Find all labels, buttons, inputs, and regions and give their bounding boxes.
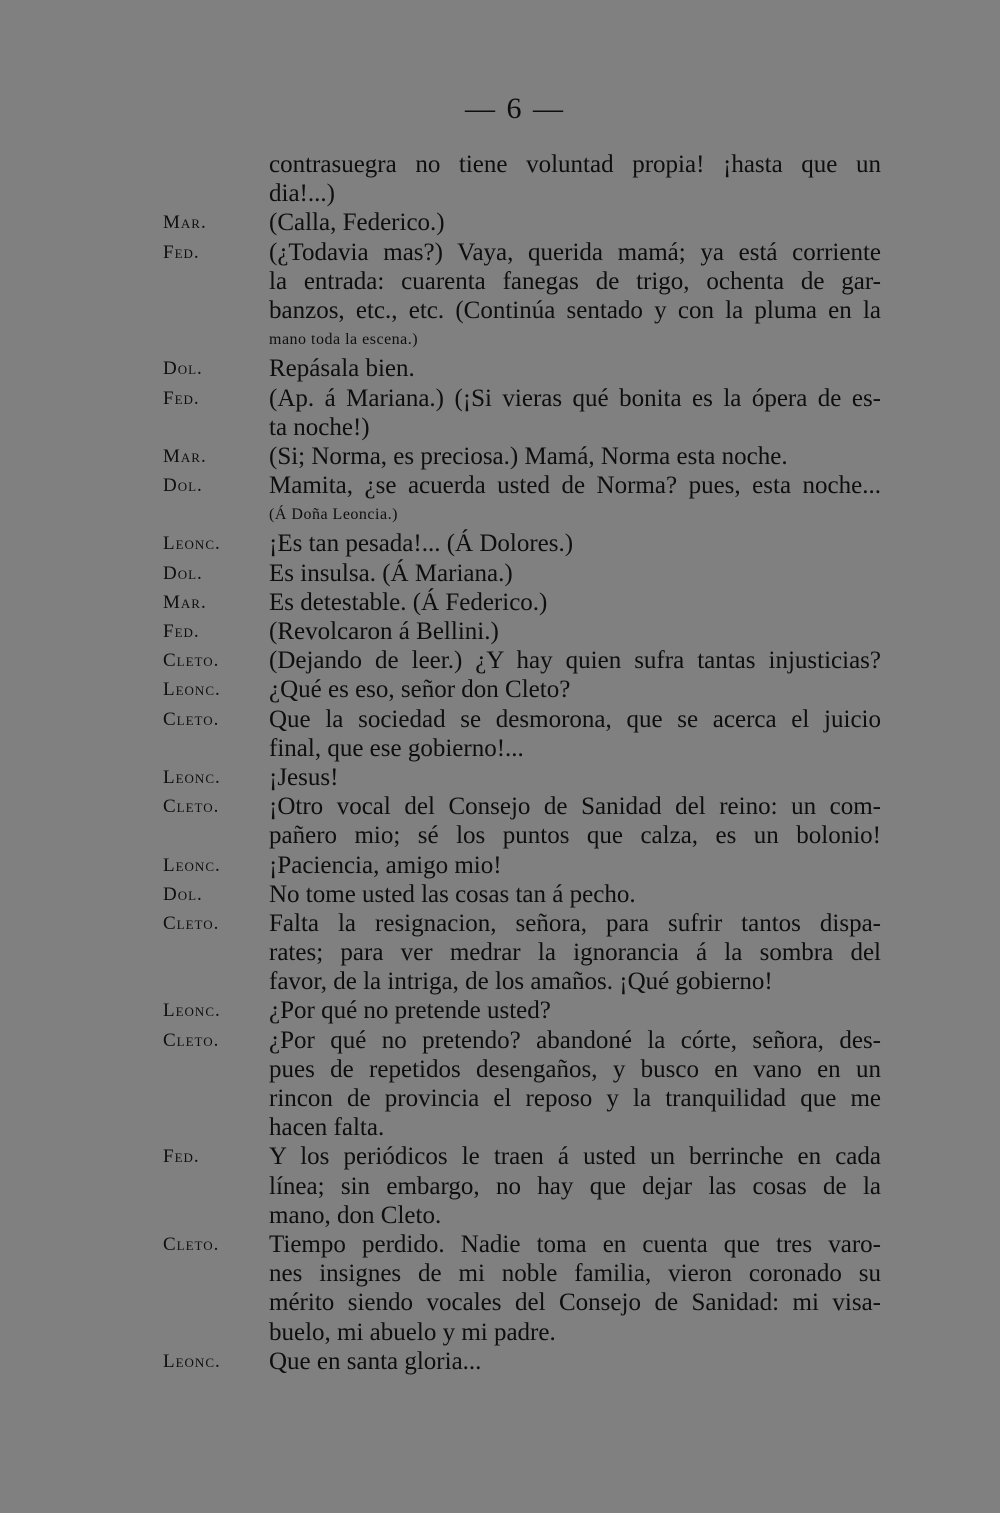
dialogue-line <box>0 384 1000 413</box>
speaker-name: Leonc. <box>163 1350 221 1372</box>
speaker-name: Fed. <box>163 387 200 409</box>
dialogue-line <box>0 559 1000 588</box>
dialogue-text: (Ap. á Mariana.) (¡Si vieras qué bonita es la ópera de es- <box>269 384 881 412</box>
speaker-name: Dol. <box>163 883 203 905</box>
dialogue-text: rates; para ver medrar la ignorancia á la sombra del <box>269 939 881 967</box>
dialogue-line <box>0 150 1000 179</box>
speaker-name: Leonc. <box>163 1000 221 1022</box>
dialogue-text: ta noche!) <box>269 413 370 441</box>
speaker-name: Fed. <box>163 1146 200 1168</box>
dialogue-line <box>0 1026 1000 1055</box>
dialogue-text: la entrada: cuarenta fanegas de trigo, ochenta de gar- <box>269 267 881 295</box>
speaker-name: Leonc. <box>163 533 221 555</box>
dialogue-line <box>0 1055 1000 1084</box>
dialogue-text: final, que ese gobierno!... <box>269 734 524 762</box>
dialogue-text: (Á Doña Leoncia.) <box>269 506 398 524</box>
dialogue-text: línea; sin embargo, no hay que dejar las cosas de la <box>269 1172 881 1200</box>
dialogue-line <box>0 1259 1000 1288</box>
dialogue-text: buelo, mi abuelo y mi padre. <box>269 1318 556 1346</box>
speaker-name: Leonc. <box>163 679 221 701</box>
dialogue-line <box>0 1201 1000 1230</box>
dialogue-line <box>0 179 1000 208</box>
dialogue-text: hacen falta. <box>269 1114 385 1142</box>
dialogue-text: ¿Por qué no pretende usted? <box>269 997 551 1025</box>
dialogue-line <box>0 1347 1000 1376</box>
dialogue-line <box>0 967 1000 996</box>
speaker-name: Mar. <box>163 445 207 467</box>
dialogue-text: (¿Todavia mas?) Vaya, querida mamá; ya está corriente <box>269 238 881 266</box>
dialogue-line <box>0 238 1000 267</box>
dialogue-line <box>0 1084 1000 1113</box>
dialogue-text: ¿Qué es eso, señor don Cleto? <box>269 676 571 704</box>
dialogue-line <box>0 734 1000 763</box>
dialogue-line <box>0 1142 1000 1171</box>
dialogue-text: (Calla, Federico.) <box>269 209 445 237</box>
dialogue-line <box>0 938 1000 967</box>
dialogue-line <box>0 442 1000 471</box>
dialogue-text: rincon de provincia el reposo y la tranquilidad que me <box>269 1085 881 1112</box>
dialogue-text: mano, don Cleto. <box>269 1201 442 1229</box>
dialogue-text: Que la sociedad se desmorona, que se acerca el juicio <box>269 705 881 733</box>
dialogue-text: (Si; Norma, es preciosa.) Mamá, Norma esta noche. <box>269 442 788 470</box>
dialogue-text: ¡Jesus! <box>269 763 339 791</box>
dialogue-text: Y los periódicos le traen á usted un berrinche en cada <box>269 1143 881 1171</box>
dialogue-line <box>0 763 1000 792</box>
dialogue-text: ¡Es tan pesada!... (Á Dolores.) <box>269 530 574 558</box>
speaker-name: Leonc. <box>163 766 221 788</box>
dialogue-text: pañero mio; sé los puntos que calza, es un bolonio! <box>269 822 881 850</box>
dialogue-text: Tiempo perdido. Nadie toma en cuenta que tres varo- <box>269 1230 881 1258</box>
dialogue-text: (Revolcaron á Bellini.) <box>269 618 499 645</box>
dialogue-text: Repásala bien. <box>269 355 415 383</box>
dialogue-line <box>0 325 1000 354</box>
dialogue-line <box>0 909 1000 938</box>
dialogue-text: Falta la resignacion, señora, para sufrir tantos dispa- <box>269 909 881 937</box>
dialogue-line <box>0 1288 1000 1317</box>
page-number: — 6 — <box>465 92 565 125</box>
dialogue-line <box>0 1318 1000 1347</box>
dialogue-line <box>0 471 1000 500</box>
dialogue-text: Mamita, ¿se acuerda usted de Norma? pues, esta noche... <box>269 472 881 500</box>
dialogue-line <box>0 851 1000 880</box>
speaker-name: Fed. <box>163 621 200 642</box>
dialogue-line <box>0 705 1000 734</box>
dialogue-line <box>0 880 1000 909</box>
speaker-name: Leonc. <box>163 854 221 876</box>
dialogue-line <box>0 529 1000 558</box>
dialogue-text: No tome usted las cosas tan á pecho. <box>269 880 636 908</box>
dialogue-text: banzos, etc., etc. (Continúa sentado y con la pluma en la <box>269 296 881 324</box>
dialogue-text: (Dejando de leer.) ¿Y hay quien sufra tantas injusticias? <box>269 647 881 675</box>
dialogue-text: Que en santa gloria... <box>269 1347 482 1375</box>
dialogue-line <box>0 646 1000 675</box>
speaker-name: Dol. <box>163 358 203 380</box>
speaker-name: Cleto. <box>163 912 220 934</box>
dialogue-text: mérito siendo vocales del Consejo de Sanidad: mi visa- <box>269 1289 881 1317</box>
speaker-name: Cleto. <box>163 1233 220 1255</box>
speaker-name: Cleto. <box>163 1029 220 1051</box>
dialogue-text: ¿Por qué no pretendo? abandoné la córte, señora, des- <box>269 1026 881 1054</box>
dialogue-line <box>0 1230 1000 1259</box>
dialogue-line <box>0 675 1000 704</box>
dialogue-text: nes insignes de mi noble familia, vieron coronado su <box>269 1260 881 1288</box>
dialogue-text: Es insulsa. (Á Mariana.) <box>269 559 513 587</box>
dialogue-text: ¡Otro vocal del Consejo de Sanidad del reino: un com- <box>269 793 881 821</box>
dialogue-line <box>0 267 1000 296</box>
dialogue-line <box>0 413 1000 442</box>
speaker-name: Cleto. <box>163 708 220 730</box>
dialogue-text: mano toda la escena.) <box>269 331 419 349</box>
speaker-name: Dol. <box>163 475 203 497</box>
speaker-name: Mar. <box>163 212 207 234</box>
dialogue-line <box>0 821 1000 850</box>
speaker-name: Mar. <box>163 591 207 613</box>
dialogue-line <box>0 208 1000 237</box>
dialogue-text: ¡Paciencia, amigo mio! <box>269 851 502 879</box>
dialogue-text: contrasuegra no tiene voluntad propia! ¡hasta que un <box>269 151 881 178</box>
speaker-name: Fed. <box>163 241 200 263</box>
dialogue-line <box>0 588 1000 617</box>
speaker-name: Cleto. <box>163 796 220 818</box>
dialogue-line <box>0 996 1000 1025</box>
dialogue-line <box>0 1113 1000 1142</box>
dialogue-line <box>0 296 1000 325</box>
dialogue-line <box>0 617 1000 646</box>
speaker-name: Cleto. <box>163 650 220 672</box>
dialogue-line <box>0 500 1000 529</box>
dialogue-text: dia!...) <box>269 180 335 208</box>
dialogue-text: favor, de la intriga, de los amaños. ¡Qué gobierno! <box>269 968 773 996</box>
dialogue-line <box>0 792 1000 821</box>
speaker-name: Dol. <box>163 562 203 584</box>
dialogue-block <box>0 150 1000 1376</box>
dialogue-line <box>0 354 1000 383</box>
dialogue-line <box>0 1172 1000 1201</box>
dialogue-text: Es detestable. (Á Federico.) <box>269 588 548 616</box>
dialogue-text: pues de repetidos desengaños, y busco en vano en un <box>269 1055 881 1083</box>
